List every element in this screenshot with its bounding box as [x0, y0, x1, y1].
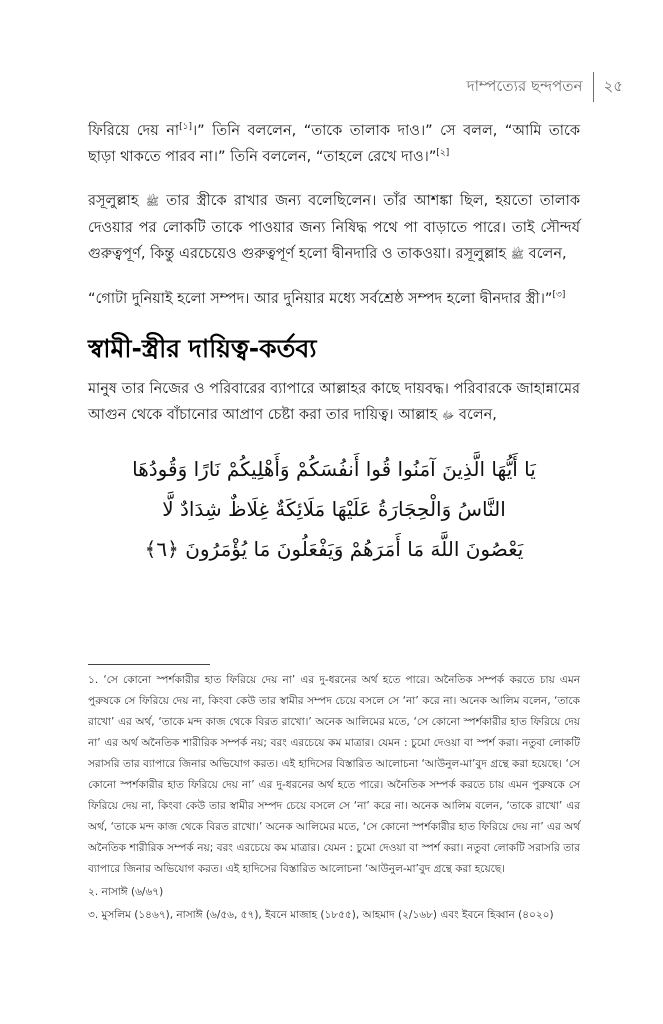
verse-line-2: النَّاسُ وَالْحِجَارَةُ عَلَيْهَا مَلَائِكَةٌ غِلَاظٌ شِدَادٌ لَّا: [162, 497, 506, 521]
footnote-ref-2[interactable]: [২]: [436, 148, 450, 159]
paragraph-2-text-c: বলেন,: [524, 246, 567, 262]
salutation-symbol: ﷺ: [145, 195, 160, 208]
salutation-symbol-2: ﷺ: [510, 248, 525, 261]
running-header-title: দাম্পত্যের ছন্দপতন: [466, 76, 583, 95]
main-content: [88, 118, 580, 569]
footnote-2: ২. নাসাঈ (৬/৬৭): [88, 886, 164, 898]
paragraph-4: [88, 376, 580, 429]
paragraph-1-text-b: ।” তিনি বললেন, “তাকে তালাক দাও।” সে বলল, “আমি তাকে ছাড়া থাকতে পারব না।” তিনি বললেন, “তাহলে রেখে দাও।”: [88, 123, 580, 165]
footnote-ref-1[interactable]: [১]: [179, 122, 192, 133]
footnote-1: ১. ‘সে কোনো স্পর্শকারীর হাত ফিরিয়ে দেয় না’ এর দু-ধরনের অর্থ হতে পারে। অনৈতিক সম্পর্ক করতে চায় এমন পুরুষকে সে ফিরিয়ে দেয় না, কিংবা কেউ তার স্বামীর সম্পদ চেয়ে বসলে সে ‘না’ করে না। অনেক আলিম বলেন, ‘তাকে রাখো’ এর অর্থ, ‘তাকে মন্দ কাজ থেকে বিরত রাখো।’ অনেক আলিমের মতে, ‘সে কোনো স্পর্শকারীর হাত ফিরিয়ে দেয় না’ এর অর্থ অনৈতিক শারীরিক সম্পর্ক নয়; বরং এরচেয়ে কম মাত্রার। যেমন : চুমো দেওয়া বা স্পর্শ করা। নতুবা লোকটি সরাসরি তার ব্যাপারে জিনার অভিযোগ করত। এই হাদিসের বিস্তারিত আলোচনা ‘আউনুল-মা’বুদ গ্রন্থে করা হয়েছে। ‘সে কোনো স্পর্শকারীর হাত ফিরিয়ে দেয় না’ এর দু-ধরনের অর্থ হতে পারে। অনৈতিক সম্পর্ক করতে চায় এমন পুরুষকে সে ফিরিয়ে দেয় না, কিংবা কেউ তার স্বামীর সম্পদ চেয়ে বসলে সে ‘না’ করে না। অনেক আলিম বলেন, ‘তাকে রাখো’ এর অর্থ, ‘তাকে মন্দ কাজ থেকে বিরত রাখো।’ অনেক আলিমের মতে, ‘সে কোনো স্পর্শকারীর হাত ফিরিয়ে দেয় না’ এর অর্থ অনৈতিক শারীরিক সম্পর্ক নয়; বরং এরচেয়ে কম মাত্রার। যেমন : চুমো দেওয়া বা স্পর্শ করা। নতুবা লোকটি সরাসরি তার ব্যাপারে জিনার অভিযোগ করত। এই হাদিসের বিস্তারিত আলোচনা ‘আউনুল-মা’বুদ গ্রন্থে করা হয়েছে।: [88, 674, 580, 875]
paragraph-2-text-a: রসূলুল্লাহ: [88, 193, 139, 209]
verse-line-3: يَعْصُونَ اللَّهَ مَا أَمَرَهُمْ وَيَفْعَلُونَ مَا يُؤْمَرُونَ ﴿٦﴾: [144, 537, 524, 561]
paragraph-3-hadith-quote: [88, 286, 580, 312]
footnote-divider: [88, 664, 210, 665]
quran-verse: [88, 449, 580, 569]
running-header: [467, 72, 623, 102]
verse-line-1: يَا أَيُّهَا الَّذِينَ آمَنُوا قُوا أَنفُسَكُمْ وَأَهْلِيكُمْ نَارًا وَقُودُهَا: [132, 457, 536, 481]
footnotes: [88, 670, 580, 928]
footnote-3: ৩. মুসলিম (১৪৬৭), নাসাঈ (৬/৫৬, ৫৭), ইবনে মাজাহ (১৮৫৫), আহমাদ (২/১৬৮) এবং ইবনে হিব্বান (৪০২০): [88, 909, 554, 921]
section-heading: স্বামী-স্ত্রীর দায়িত্ব-কর্তব্য: [88, 334, 317, 363]
paragraph-2-text-b: তার স্ত্রীকে রাখার জন্য বলেছিলেন। তাঁর আশঙ্কা ছিল, হয়তো তালাক দেওয়ার পর লোকটি তাকে পাওয়ার জন্য নিষিদ্ধ পথে পা বাড়াতে পারে। তাই সৌন্দর্য গুরুত্বপূর্ণ, কিন্তু এরচেয়েও গুরুত্বপূর্ণ হলো দ্বীনদারি ও তাকওয়া। রসূলুল্লাহ: [88, 193, 580, 262]
paragraph-4-text-b: বলেন,: [454, 407, 497, 423]
paragraph-4-text-a: মানুষ তার নিজের ও পরিবারের ব্যাপারে আল্লাহর কাছে দায়বদ্ধ। পরিবারকে জাহান্নামের আগুন থেকে বাঁচানোর আপ্রাণ চেষ্টা করা তার দায়িত্ব। আল্লাহ: [88, 381, 580, 423]
paragraph-3-text: “গোটা দুনিয়াই হলো সম্পদ। আর দুনিয়ার মধ্যে সর্বশ্রেষ্ঠ সম্পদ হলো দ্বীনদার স্ত্রী।”: [88, 291, 553, 307]
footnote-ref-3[interactable]: [৩]: [552, 290, 566, 301]
page-number: ২৫: [603, 76, 623, 95]
paragraph-2: [88, 188, 580, 268]
glorification-symbol: ﷻ: [441, 409, 455, 422]
paragraph-1-text-a: ফিরিয়ে দেয় না: [88, 123, 180, 139]
paragraph-1: [88, 118, 580, 170]
